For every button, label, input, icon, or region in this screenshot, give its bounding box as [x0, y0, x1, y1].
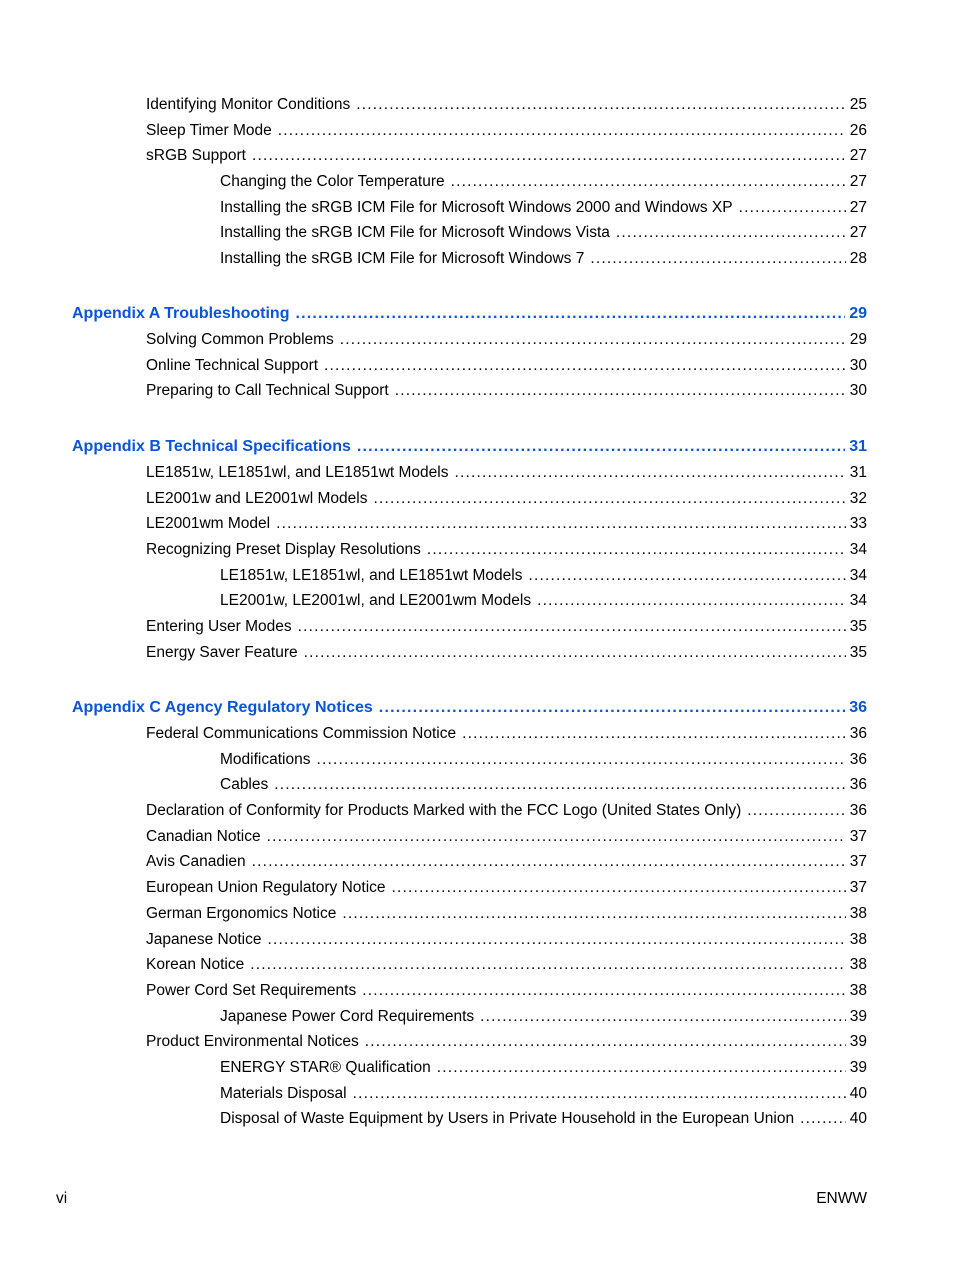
dot-leader [590, 246, 845, 272]
toc-entry-label: Installing the sRGB ICM File for Microsoft Windows 2000 and Windows XP [220, 195, 739, 221]
dot-leader [616, 220, 846, 246]
toc-entry[interactable] [72, 143, 867, 169]
toc-entry-page: 31 [846, 460, 867, 486]
appendix-b-heading-link[interactable] [72, 434, 867, 460]
toc-entry-page: 35 [846, 640, 867, 666]
toc-subentry[interactable] [72, 1081, 867, 1107]
toc-entry-label: Identifying Monitor Conditions [146, 92, 356, 118]
dot-leader [252, 849, 846, 875]
footer-doc-code: ENWW [816, 1190, 867, 1207]
toc-entry-page: 33 [846, 511, 867, 537]
toc-entry-label: Installing the sRGB ICM File for Microsoft Windows Vista [220, 220, 616, 246]
toc-entry-page: 39 [846, 1055, 867, 1081]
toc-entry-page: 40 [846, 1106, 867, 1132]
toc-entry-page: 30 [846, 378, 867, 404]
toc-entry[interactable] [72, 92, 867, 118]
toc-entry[interactable] [72, 952, 867, 978]
toc-entry[interactable] [72, 353, 867, 379]
dot-leader [362, 978, 846, 1004]
dot-leader [276, 511, 846, 537]
toc-entry[interactable] [72, 537, 867, 563]
toc-entry-page: 29 [846, 327, 867, 353]
toc-entry-label: Energy Saver Feature [146, 640, 304, 666]
dot-leader [373, 486, 845, 512]
dot-leader [747, 798, 845, 824]
toc-entry-page: 26 [846, 118, 867, 144]
toc-entry[interactable] [72, 901, 867, 927]
dot-leader [298, 614, 846, 640]
toc-entry-page: 38 [846, 901, 867, 927]
appendix-title: Appendix B Technical Specifications [72, 434, 357, 460]
toc-entry-label: LE2001w, LE2001wl, and LE2001wm Models [220, 588, 537, 614]
toc-entry-label: sRGB Support [146, 143, 252, 169]
appendix-b-section [72, 434, 867, 666]
toc-entry-label: Japanese Notice [146, 927, 267, 953]
toc-entry[interactable] [72, 460, 867, 486]
toc-entry[interactable] [72, 327, 867, 353]
toc-entry-label: Preparing to Call Technical Support [146, 378, 395, 404]
dot-leader [324, 353, 846, 379]
toc-subentry[interactable] [72, 195, 867, 221]
dot-leader [304, 640, 846, 666]
dot-leader [316, 747, 845, 773]
dot-leader [800, 1106, 846, 1132]
toc-entry[interactable] [72, 640, 867, 666]
toc-entry-page: 40 [846, 1081, 867, 1107]
toc-entry-page: 27 [846, 195, 867, 221]
toc-entry[interactable] [72, 1029, 867, 1055]
dot-leader [739, 195, 846, 221]
toc-entry-label: Avis Canadien [146, 849, 252, 875]
toc-entry[interactable] [72, 824, 867, 850]
toc-entry-label: Solving Common Problems [146, 327, 340, 353]
dot-leader [392, 875, 846, 901]
toc-entry-label: Cables [220, 772, 274, 798]
toc-entry-page: 32 [846, 486, 867, 512]
toc-entry-label: LE2001wm Model [146, 511, 276, 537]
dot-leader [357, 434, 845, 460]
toc-subentry[interactable] [72, 772, 867, 798]
toc-entry-label: Disposal of Waste Equipment by Users in Private Household in the European Union [220, 1106, 800, 1132]
toc-entry-page: 36 [846, 721, 867, 747]
toc-entry-label: Japanese Power Cord Requirements [220, 1004, 480, 1030]
dot-leader [250, 952, 846, 978]
toc-entry-page: 37 [846, 849, 867, 875]
toc-entry-label: Power Cord Set Requirements [146, 978, 362, 1004]
toc-subentry[interactable] [72, 169, 867, 195]
toc-entry-label: German Ergonomics Notice [146, 901, 342, 927]
dot-leader [353, 1081, 846, 1107]
appendix-c-section [72, 695, 867, 1132]
toc-entry-page: 34 [846, 588, 867, 614]
toc-entry-label: ENERGY STAR® Qualification [220, 1055, 437, 1081]
toc-entry[interactable] [72, 849, 867, 875]
dot-leader [342, 901, 845, 927]
toc-subentry[interactable] [72, 563, 867, 589]
toc-entry-page: 27 [846, 143, 867, 169]
toc-entry-label: Online Technical Support [146, 353, 324, 379]
toc-entry[interactable] [72, 118, 867, 144]
dot-leader [379, 695, 845, 721]
toc-subentry[interactable] [72, 220, 867, 246]
dot-leader [274, 772, 846, 798]
dot-leader [480, 1004, 846, 1030]
toc-entry-page: 34 [846, 563, 867, 589]
footer-page-number: vi [56, 1190, 68, 1207]
toc-entry-label: Materials Disposal [220, 1081, 353, 1107]
appendix-title: Appendix C Agency Regulatory Notices [72, 695, 379, 721]
toc-entry-page: 39 [846, 1029, 867, 1055]
toc-subentry[interactable] [72, 1004, 867, 1030]
dot-leader [267, 927, 845, 953]
toc-entry-label: Installing the sRGB ICM File for Microsoft Windows 7 [220, 246, 590, 272]
toc-entry[interactable] [72, 875, 867, 901]
dot-leader [252, 143, 846, 169]
dot-leader [427, 537, 846, 563]
toc-entry-label: Declaration of Conformity for Products Marked with the FCC Logo (United States Only) [146, 798, 747, 824]
toc-entry-page: 30 [846, 353, 867, 379]
toc-entry[interactable] [72, 721, 867, 747]
toc-entry-label: LE2001w and LE2001wl Models [146, 486, 373, 512]
dot-leader [267, 824, 846, 850]
toc-entry-label: LE1851w, LE1851wl, and LE1851wt Models [220, 563, 528, 589]
toc-entry-page: 27 [846, 169, 867, 195]
toc-entry[interactable] [72, 378, 867, 404]
toc-entry-label: Entering User Modes [146, 614, 298, 640]
toc-subentry[interactable] [72, 246, 867, 272]
appendix-page: 36 [845, 695, 867, 721]
toc-entry-page: 38 [846, 952, 867, 978]
dot-leader [395, 378, 846, 404]
appendix-title: Appendix A Troubleshooting [72, 301, 295, 327]
toc-subentry[interactable] [72, 588, 867, 614]
toc-entry[interactable] [72, 614, 867, 640]
appendix-page: 31 [845, 434, 867, 460]
toc-entry[interactable] [72, 927, 867, 953]
toc-entry-page: 27 [846, 220, 867, 246]
toc-entry[interactable] [72, 798, 867, 824]
toc-entry[interactable] [72, 486, 867, 512]
toc-entry-page: 35 [846, 614, 867, 640]
toc-entry-page: 36 [846, 798, 867, 824]
toc-entry-label: Federal Communications Commission Notice [146, 721, 462, 747]
toc-entry-page: 28 [846, 246, 867, 272]
dot-leader [537, 588, 846, 614]
toc-entry-page: 38 [846, 927, 867, 953]
toc-intro-section [72, 92, 867, 272]
toc-entry-page: 39 [846, 1004, 867, 1030]
toc-entry-label: LE1851w, LE1851wl, and LE1851wt Models [146, 460, 454, 486]
dot-leader [462, 721, 846, 747]
toc-entry-label: European Union Regulatory Notice [146, 875, 392, 901]
toc-subentry[interactable] [72, 1055, 867, 1081]
toc-entry-label: Canadian Notice [146, 824, 267, 850]
dot-leader [451, 169, 846, 195]
dot-leader [454, 460, 845, 486]
dot-leader [295, 301, 845, 327]
dot-leader [528, 563, 845, 589]
toc-entry-page: 36 [846, 747, 867, 773]
toc-entry-label: Korean Notice [146, 952, 250, 978]
toc-entry[interactable] [72, 978, 867, 1004]
toc-subentry[interactable] [72, 1106, 867, 1132]
toc-subentry[interactable] [72, 747, 867, 773]
dot-leader [365, 1029, 846, 1055]
dot-leader [340, 327, 846, 353]
appendix-page: 29 [845, 301, 867, 327]
toc-entry-label: Modifications [220, 747, 316, 773]
dot-leader [437, 1055, 846, 1081]
toc-entry-label: Product Environmental Notices [146, 1029, 365, 1055]
dot-leader [356, 92, 846, 118]
toc-entry-page: 37 [846, 824, 867, 850]
toc-entry-label: Recognizing Preset Display Resolutions [146, 537, 427, 563]
toc-entry[interactable] [72, 511, 867, 537]
toc-entry-label: Sleep Timer Mode [146, 118, 278, 144]
toc-entry-page: 38 [846, 978, 867, 1004]
toc-entry-label: Changing the Color Temperature [220, 169, 451, 195]
appendix-a-section [72, 301, 867, 404]
dot-leader [278, 118, 846, 144]
toc-entry-page: 34 [846, 537, 867, 563]
appendix-c-heading-link[interactable] [72, 695, 867, 721]
toc-entry-page: 37 [846, 875, 867, 901]
toc-entry-page: 25 [846, 92, 867, 118]
toc-entry-page: 36 [846, 772, 867, 798]
appendix-a-heading-link[interactable] [72, 301, 867, 327]
